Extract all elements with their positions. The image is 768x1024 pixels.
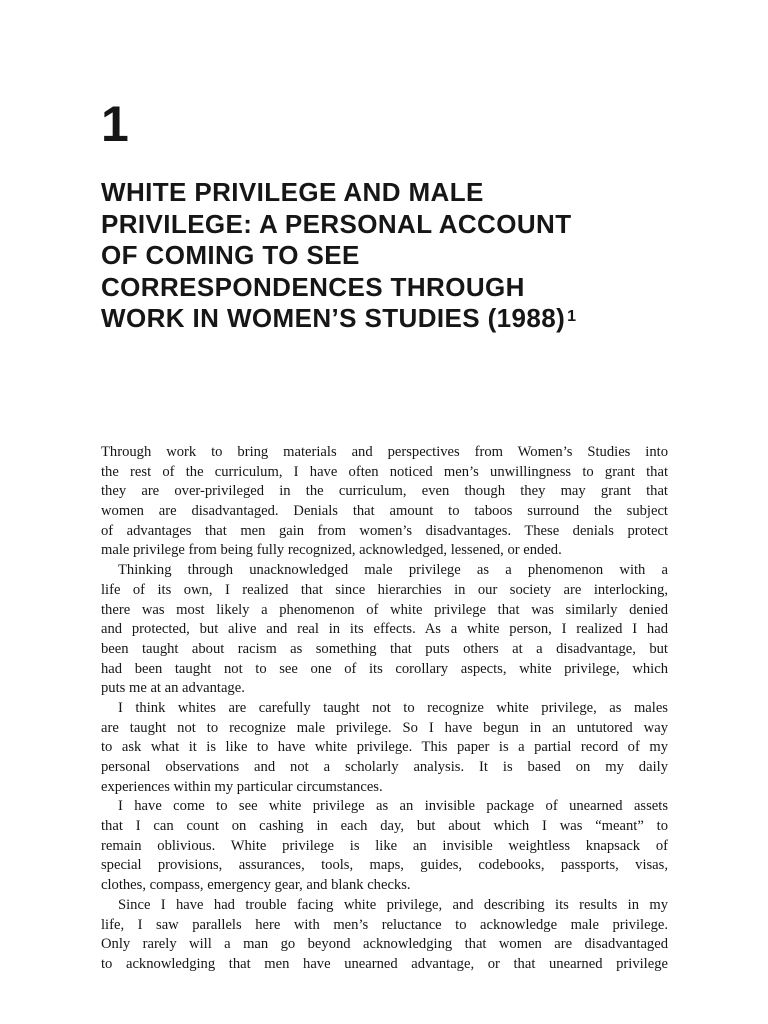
chapter-title-text: WORK IN WOMEN’S STUDIES (1988) (101, 303, 566, 333)
chapter-title-line-last (101, 303, 681, 335)
text-line: to ask what it is like to have white privilege. This paper is a partial record of my (101, 739, 668, 756)
text-line: they are over-privileged in the curriculum, even though they may grant that (101, 483, 668, 500)
text-line: clothes, compass, emergency gear, and blank checks. (101, 877, 411, 894)
text-line: Thinking through unacknowledged male privilege as a phenomenon with a (118, 562, 668, 579)
chapter-number: 1 (101, 96, 129, 152)
text-line: I have come to see white privilege as an invisible package of unearned assets (118, 798, 668, 815)
text-line: to acknowledging that men have unearned advantage, or that unearned privilege (101, 955, 668, 972)
chapter-title-line: OF COMING TO SEE (101, 240, 360, 270)
chapter-title-line: PRIVILEGE: A PERSONAL ACCOUNT (101, 208, 572, 239)
text-line: life of its own, I realized that since hierarchies in our society are interlocking, (101, 581, 668, 598)
text-line: Only rarely will a man go beyond acknowledging that women are disadvantaged (101, 936, 668, 953)
text-line: and protected, but alive and real in its effects. As a white person, I realized I had (101, 621, 668, 638)
paragraph (101, 443, 668, 561)
footnote-marker: 1 (567, 308, 577, 325)
text-line: that I can count on cashing in each day, but about which I was “meant” to (101, 818, 668, 835)
text-line: women are disadvantaged. Denials that amount to taboos surround the subject (101, 503, 668, 520)
text-line: had been taught not to see one of its corollary aspects, white privilege, which (101, 660, 668, 677)
text-line: are taught not to recognize male privilege. So I have begun in an untutored way (101, 719, 668, 736)
text-line: Through work to bring materials and perspectives from Women’s Studies into (101, 444, 668, 460)
text-line: male privilege from being fully recognized, acknowledged, lessened, or ended. (101, 542, 562, 559)
paragraph (101, 561, 668, 699)
chapter-title-line: CORRESPONDENCES THROUGH (101, 271, 525, 302)
text-line: life, I saw parallels here with men’s reluctance to acknowledge male privilege. (101, 916, 668, 933)
chapter-title-line: WHITE PRIVILEGE AND MALE (101, 177, 484, 207)
paragraph (101, 699, 668, 797)
paragraph (101, 797, 668, 895)
text-line: experiences within my particular circumstances. (101, 778, 383, 795)
text-line: puts me at an advantage. (101, 680, 245, 697)
text-line: of advantages that men gain from women’s disadvantages. These denials protect (101, 522, 668, 539)
text-line: there was most likely a phenomenon of white privilege that was similarly denied (101, 601, 668, 618)
body-text (101, 443, 668, 975)
text-line: been taught about racism as something that puts others at a disadvantage, but (101, 640, 668, 657)
text-line: the rest of the curriculum, I have often noticed men’s unwillingness to grant that (101, 463, 668, 480)
chapter-title (101, 177, 681, 335)
text-line: I think whites are carefully taught not to recognize white privilege, as males (118, 699, 668, 716)
text-line: special provisions, assurances, tools, maps, guides, codebooks, passports, visas, (101, 857, 668, 874)
text-line: Since I have had trouble facing white privilege, and describing its results in my (118, 896, 668, 913)
text-line: personal observations and not a scholarly analysis. It is based on my daily (101, 759, 668, 775)
text-line: remain oblivious. White privilege is like an invisible weightless knapsack of (101, 837, 668, 854)
paragraph (101, 896, 668, 975)
